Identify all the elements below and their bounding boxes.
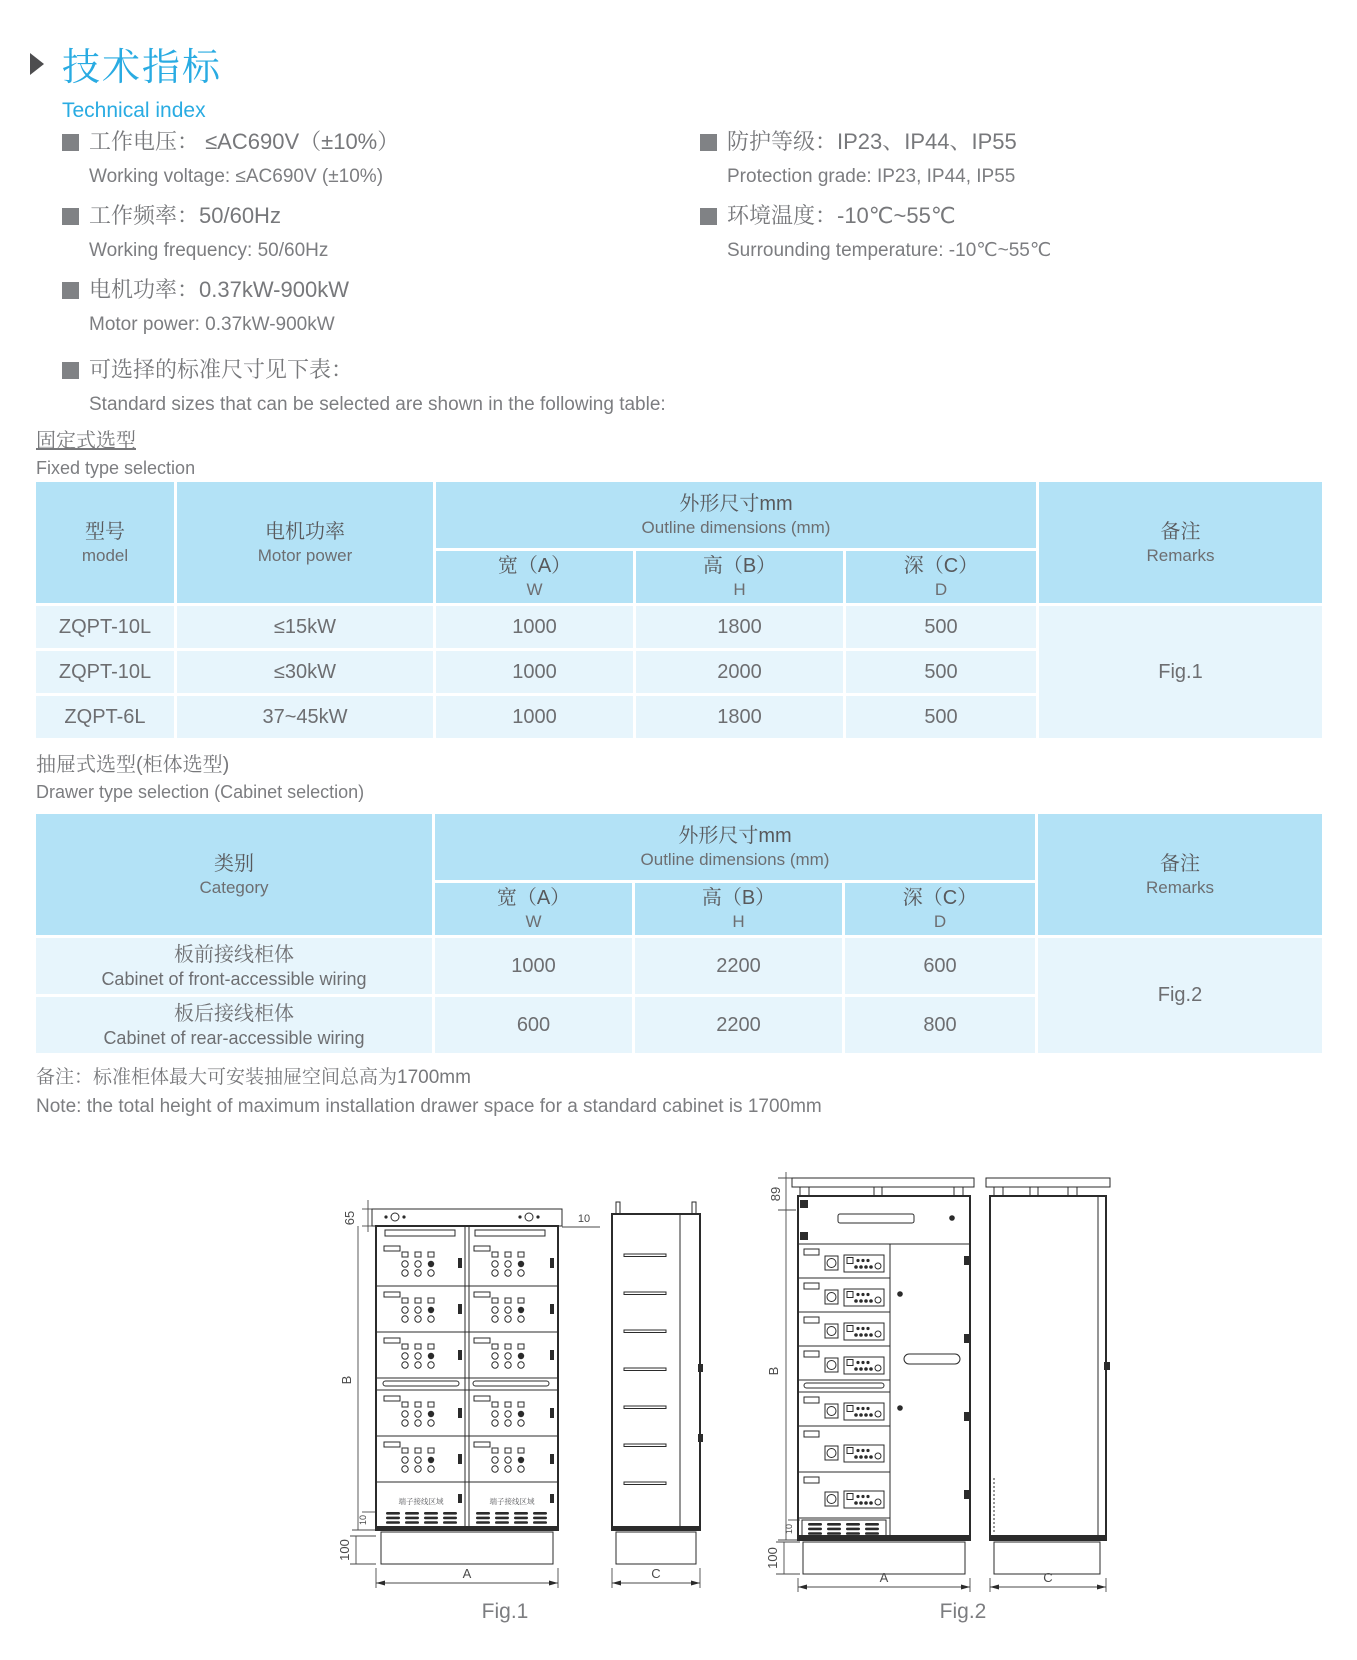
header-zh: 备注 xyxy=(1160,852,1200,875)
t2-header-width xyxy=(435,883,632,935)
svg-text:100: 100 xyxy=(765,1547,780,1569)
t2-remark-cell: Fig.2 xyxy=(1038,938,1322,1053)
section-header xyxy=(30,36,222,123)
t1-r2-h: 1800 xyxy=(636,696,843,738)
bullet-icon xyxy=(62,362,79,379)
spec-list-left xyxy=(62,128,682,350)
t1-r1-w: 1000 xyxy=(436,651,633,693)
t1-r1-d: 500 xyxy=(846,651,1036,693)
t1-r0-w: 1000 xyxy=(436,606,633,648)
svg-text:B: B xyxy=(339,1375,354,1385)
header-en: model xyxy=(81,545,129,565)
t1-r2-power: 37~45kW xyxy=(177,696,433,738)
t1-r2-model: ZQPT-6L xyxy=(36,696,174,738)
t1-r0-d: 500 xyxy=(846,606,1036,648)
spec-item xyxy=(62,128,682,189)
svg-text:A: A xyxy=(879,1570,889,1585)
svg-text:89: 89 xyxy=(768,1186,783,1202)
t2-r0-w: 1000 xyxy=(435,938,632,994)
header-zh: 外形尺寸mm xyxy=(679,493,793,515)
svg-text:10: 10 xyxy=(784,1523,794,1535)
spec-item xyxy=(700,128,1320,189)
header-zh: 深（C） xyxy=(902,887,978,909)
caption-zh: 固定式选型 xyxy=(36,430,136,452)
t1-r1-model: ZQPT-10L xyxy=(36,651,174,693)
t1-header-power xyxy=(177,482,433,603)
spec-en: Protection grade: IP23, IP44, IP55 xyxy=(727,166,1016,187)
header-en: D xyxy=(934,580,948,599)
t2-r0-category: 板前接线柜体 Cabinet of front-accessible wiring xyxy=(36,938,432,994)
t2-r0-h: 2200 xyxy=(635,938,842,994)
spec-zh: 防护等级：IP23、IP44、IP55 xyxy=(727,129,1017,154)
t2-header-depth xyxy=(845,883,1035,935)
t1-r2-w: 1000 xyxy=(436,696,633,738)
fig2-vents xyxy=(808,1523,879,1535)
t1-r2-d: 500 xyxy=(846,696,1036,738)
header-zh: 宽（A） xyxy=(496,887,571,909)
intro-zh: 可选择的标准尺寸见下表： xyxy=(89,357,354,382)
t2-header-remarks xyxy=(1038,814,1322,935)
t2-r1-w: 600 xyxy=(435,997,632,1053)
t2-r1-d: 800 xyxy=(845,997,1035,1053)
t1-r0-h: 1800 xyxy=(636,606,843,648)
spec-item xyxy=(62,202,682,263)
header-zh: 类别 xyxy=(214,852,254,875)
header-en: Motor power xyxy=(257,545,353,565)
drawer-type-table xyxy=(36,814,1322,1053)
t1-r1-power: ≤30kW xyxy=(177,651,433,693)
spec-en: Surrounding temperature: -10℃~55℃ xyxy=(727,240,1052,261)
bullet-icon xyxy=(62,134,79,151)
header-zh: 外形尺寸mm xyxy=(678,825,792,847)
header-en: W xyxy=(525,912,542,931)
table-intro xyxy=(62,356,666,429)
fig2-drawer-modules xyxy=(804,1249,884,1508)
t2-header-outline xyxy=(435,814,1035,880)
table1-caption xyxy=(36,424,195,479)
header-zh: 电机功率 xyxy=(265,520,345,543)
bullet-icon xyxy=(700,208,717,225)
header-zh: 高（B） xyxy=(701,887,776,909)
header-en: W xyxy=(526,580,543,599)
fig1-drawing xyxy=(328,1126,728,1596)
header-en: Remarks xyxy=(1145,877,1214,897)
section-arrow-icon xyxy=(30,53,44,75)
header-en: Outline dimensions (mm) xyxy=(640,850,830,869)
fig1-vents xyxy=(386,1512,547,1524)
terminal-area-label: 端子接线区域 xyxy=(398,1497,444,1506)
header-en: Remarks xyxy=(1146,545,1215,565)
svg-text:10: 10 xyxy=(577,1213,591,1225)
header-en: H xyxy=(733,580,746,599)
header-zh: 备注 xyxy=(1160,520,1201,543)
header-en: Category xyxy=(199,877,269,897)
caption-en: Fixed type selection xyxy=(36,458,196,478)
spec-zh: 工作频率：50/60Hz xyxy=(89,203,281,228)
header-zh: 型号 xyxy=(85,520,125,543)
page-subtitle: Technical index xyxy=(62,99,206,122)
page-title: 技术指标 xyxy=(62,47,223,89)
svg-text:A: A xyxy=(462,1566,472,1581)
spec-en: Working frequency: 50/60Hz xyxy=(89,240,329,261)
svg-text:100: 100 xyxy=(337,1539,352,1561)
fig1-caption: Fig.1 xyxy=(481,1600,529,1623)
t2-r1-category: 板后接线柜体 Cabinet of rear-accessible wiring xyxy=(36,997,432,1053)
figure-2 xyxy=(688,1126,1118,1624)
footnote-en: Note: the total height of maximum installation drawer space for a standard cabinet is 1700mm xyxy=(36,1096,822,1117)
svg-text:10: 10 xyxy=(358,1514,368,1526)
spec-zh: 电机功率：0.37kW-900kW xyxy=(89,277,349,302)
spec-item xyxy=(62,276,682,337)
header-zh: 高（B） xyxy=(702,555,777,577)
t2-r0-d: 600 xyxy=(845,938,1035,994)
fig2-drawing xyxy=(688,1126,1118,1596)
t2-header-category xyxy=(36,814,432,935)
t1-remark-cell: Fig.1 xyxy=(1039,606,1322,738)
table2-caption xyxy=(36,748,364,803)
t1-header-remarks xyxy=(1039,482,1322,603)
footnote xyxy=(36,1062,822,1118)
t2-r1-h: 2200 xyxy=(635,997,842,1053)
fixed-type-table xyxy=(36,482,1322,738)
t1-header-width xyxy=(436,551,633,603)
t1-r0-power: ≤15kW xyxy=(177,606,433,648)
spec-en: Motor power: 0.37kW-900kW xyxy=(89,314,335,335)
svg-text:C: C xyxy=(1043,1570,1053,1585)
header-zh: 深（C） xyxy=(903,555,979,577)
t1-header-depth xyxy=(846,551,1036,603)
t1-r1-h: 2000 xyxy=(636,651,843,693)
spec-list-right xyxy=(700,128,1320,276)
t1-header-model xyxy=(36,482,174,603)
intro-en: Standard sizes that can be selected are shown in the following table: xyxy=(89,394,666,415)
t1-header-outline xyxy=(436,482,1036,548)
footnote-zh: 备注：标准柜体最大可安装抽屉空间总高为1700mm xyxy=(36,1067,471,1088)
bullet-icon xyxy=(62,282,79,299)
svg-text:C: C xyxy=(651,1566,661,1581)
t1-r0-model: ZQPT-10L xyxy=(36,606,174,648)
terminal-area-label: 端子接线区域 xyxy=(489,1497,535,1506)
fig2-caption: Fig.2 xyxy=(939,1600,987,1623)
header-en: D xyxy=(933,912,947,931)
spec-item xyxy=(700,202,1320,263)
figure-1 xyxy=(328,1126,728,1624)
t2-header-height xyxy=(635,883,842,935)
svg-text:65: 65 xyxy=(342,1210,357,1226)
header-zh: 宽（A） xyxy=(497,555,572,577)
bullet-icon xyxy=(700,134,717,151)
caption-en: Drawer type selection (Cabinet selection) xyxy=(36,782,365,802)
bullet-icon xyxy=(62,208,79,225)
header-en: Outline dimensions (mm) xyxy=(641,518,831,537)
spec-zh: 环境温度：-10℃~55℃ xyxy=(727,203,956,228)
caption-zh: 抽屉式选型(柜体选型) xyxy=(36,754,230,776)
spec-en: Working voltage: ≤AC690V (±10%) xyxy=(89,166,384,187)
t1-header-height xyxy=(636,551,843,603)
header-en: H xyxy=(732,912,745,931)
spec-zh: 工作电压： ≤AC690V（±10%） xyxy=(89,129,400,154)
svg-text:B: B xyxy=(766,1366,781,1376)
